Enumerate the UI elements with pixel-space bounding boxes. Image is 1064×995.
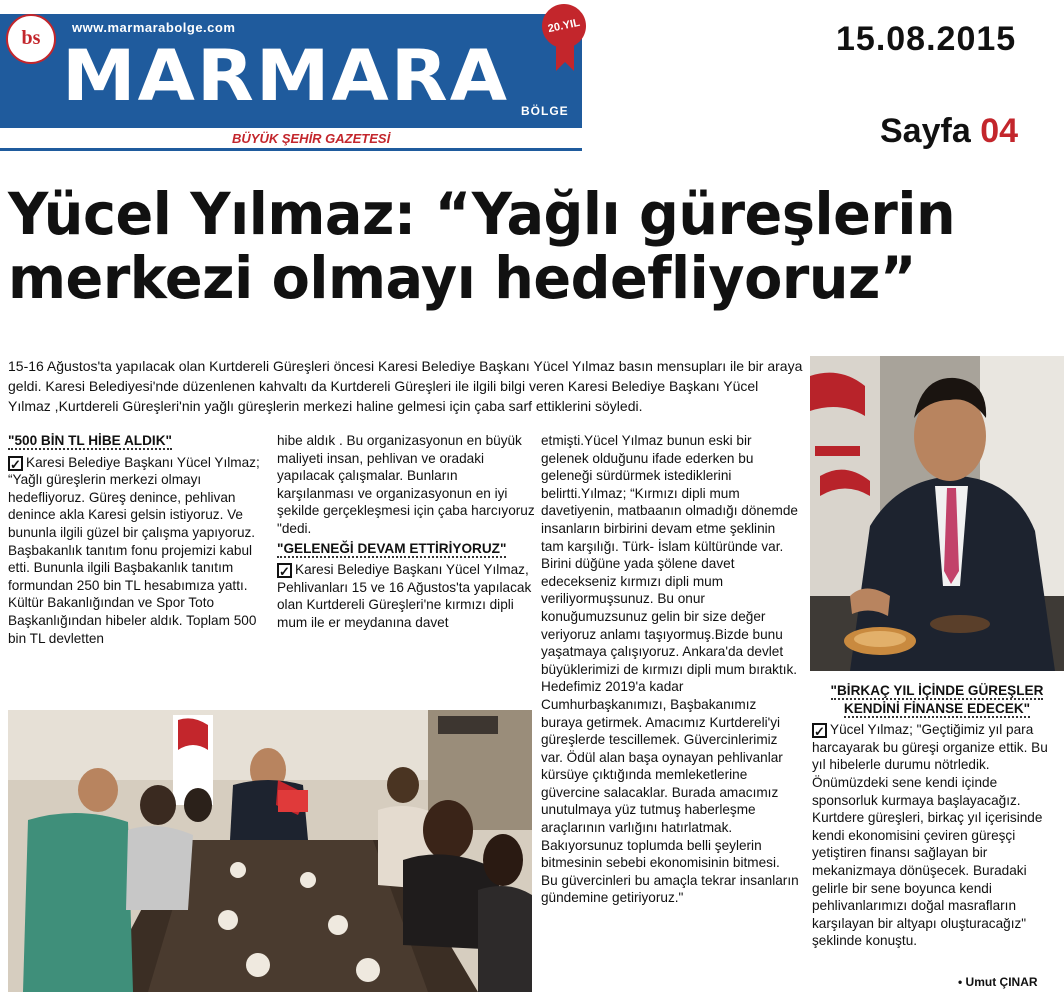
article-column-4	[812, 682, 1062, 950]
anniversary-badge: 20.YIL	[538, 0, 590, 52]
meeting-photo-illustration	[8, 710, 532, 992]
newspaper-name: MARMARA	[62, 35, 510, 117]
article-column-2	[277, 432, 535, 632]
website-url: www.marmarabolge.com	[72, 20, 236, 35]
subheading-finance: "BİRKAÇ YIL İÇİNDE GÜREŞLER KENDİNİ FİNANSE EDECEK"	[830, 683, 1044, 716]
column-1-text: Karesi Belediye Başkanı Yücel Yılmaz; “Yağlı güreşlerin merkezi olmayı hedefliyoruz. Güreş denince, pehlivan denince akla Karesi gelsin istiyoruz. Ve bununla ilgili güzel bir çalışma yapıyoruz. Başbakanlık tanıtım fonu projemizi kabul etti. Bununla ilgili Başbakanlık tanıtım formundan 250 bin TL hesabımıza yattı. Kültür Bakanlığından ve Spor Toto Başkanlığından hibeler aldık. Toplam 500 bin TL devletten	[8, 454, 260, 646]
article-column-1	[8, 432, 263, 647]
article-column-3	[541, 432, 799, 907]
checkbox-icon: ✓	[812, 723, 827, 738]
column-2-text-2: Karesi Belediye Başkanı Yücel Yılmaz, Pehlivanları 15 ve 16 Ağustos'ta yapılacak olan Kurtdereli Güreşleri'ne kırmızı dipli mum ile er meydanına davet	[277, 562, 532, 630]
newspaper-region: BÖLGE	[521, 104, 569, 118]
subheading-tradition: "GELENEĞİ DEVAM ETTİRİYORUZ"	[277, 540, 507, 556]
checkbox-icon: ✓	[277, 563, 292, 578]
issue-date: 15.08.2015	[836, 20, 1017, 58]
page-label	[880, 112, 1018, 151]
column-3-text: etmişti.Yücel Yılmaz bunun eski bir gelenek olduğunu ifade ederken bu geleneği sürdürmek istediklerini belirtti.Yılmaz; “Kırmızı dipli mum davetiyenin, matbaanın olmadığı dönemde insanların birbirini devam etme şeklinin tam karşılığı. Türk- İslam kültüründe var. Birini düğüne yada şölene davet edecekseniz kırmızı dipli mum veriliyormuşsunuz. Bu onur konuğumuzsunuz gelin bir size değer veriyoruz anlamı taşıyormuş.Bizde bunu yaşatmaya çalışıyoruz. Ankara'da devlet büyüklerimizi de kırmızı dipli mum bıraktık. Hedefimiz 2019'a kadar Cumhurbaşkanımızı, Başbakanımız buraya getirmek. Amacımız Kurtdereli'yi güreşlerde tescillemek. Güvercinlerimiz var. Ödül alan başa oynayan pehlivanlar kürsüye çıktığında memleketlerine güvercine salacaklar. Burada amacımız unutulmaya yüz tutmuş haberleşme araçlarının varlığını hatırlatmak. Bakıyorsunuz toplumda belli şeylerin bitmesinin sebebi ekonomisinin bitmesi. Bu güvercinleri bu amaçla tekrar insanların gündemine getiriyoruz."	[541, 433, 799, 906]
portrait-photo-illustration	[810, 356, 1064, 671]
subheading-grant: "500 BİN TL HİBE ALDIK"	[8, 433, 172, 448]
column-4-text: Yücel Yılmaz; "Geçtiğimiz yıl para harcayarak bu güreşi organize ettik. Bu yıl hibelerle durumu nötrledik. Önümüzdeki sene kendi içinde sponsorluk kurmaya başlayacağız. Kurtdere güreşleri, birkaç yıl içerisinde kendi ekonomisini çeviren güreşçi yetiştiren finansı sağlayan bir mekanizmaya dönüşecek. Buradaki gelirle bir sene boyunca kendi pehlivanlarımızı doğal masrafların karşılayan bir altyapı oluşturacağız" şeklinde konuştu.	[812, 722, 1048, 949]
page-label-text: Sayfa	[880, 112, 971, 150]
newspaper-tagline: BÜYÜK ŞEHİR GAZETESİ	[232, 131, 391, 146]
article-lead: 15-16 Ağustos'ta yapılacak olan Kurtdereli Güreşleri öncesi Karesi Belediye Başkanı Yücel Yılmaz basın mensupları ile bir araya geldi. Karesi Belediyesi'nde düzenlenen kahvaltı da Kurtdereli Güreşleri ile ilgili bilgi veren Karesi Belediye Başkanı Yücel Yılmaz ,Kurtdereli Güreşleri'nin yağlı güreşlerin merkezi haline gelmesi için çaba sarf ettiklerini söyledi.	[8, 358, 803, 414]
newspaper-logo-icon: bs	[6, 14, 56, 64]
article-headline: Yücel Yılmaz: “Yağlı güreşlerin merkezi olmayı hedefliyoruz”	[8, 180, 956, 312]
meeting-photo	[8, 710, 532, 992]
page-number: 04	[980, 112, 1019, 150]
checkbox-icon: ✓	[8, 456, 23, 471]
column-2-text: hibe aldık . Bu organizasyonun en büyük maliyeti insan, pehlivan ve oradaki yapılacak çalışmalar. Bunların karşılanması ve organizasyonun en iyi şekilde gerçekleşmesi için çaba harcıyoruz "dedi.	[277, 433, 535, 536]
portrait-photo	[810, 356, 1064, 671]
article-byline: • Umut ÇINAR	[958, 975, 1038, 989]
